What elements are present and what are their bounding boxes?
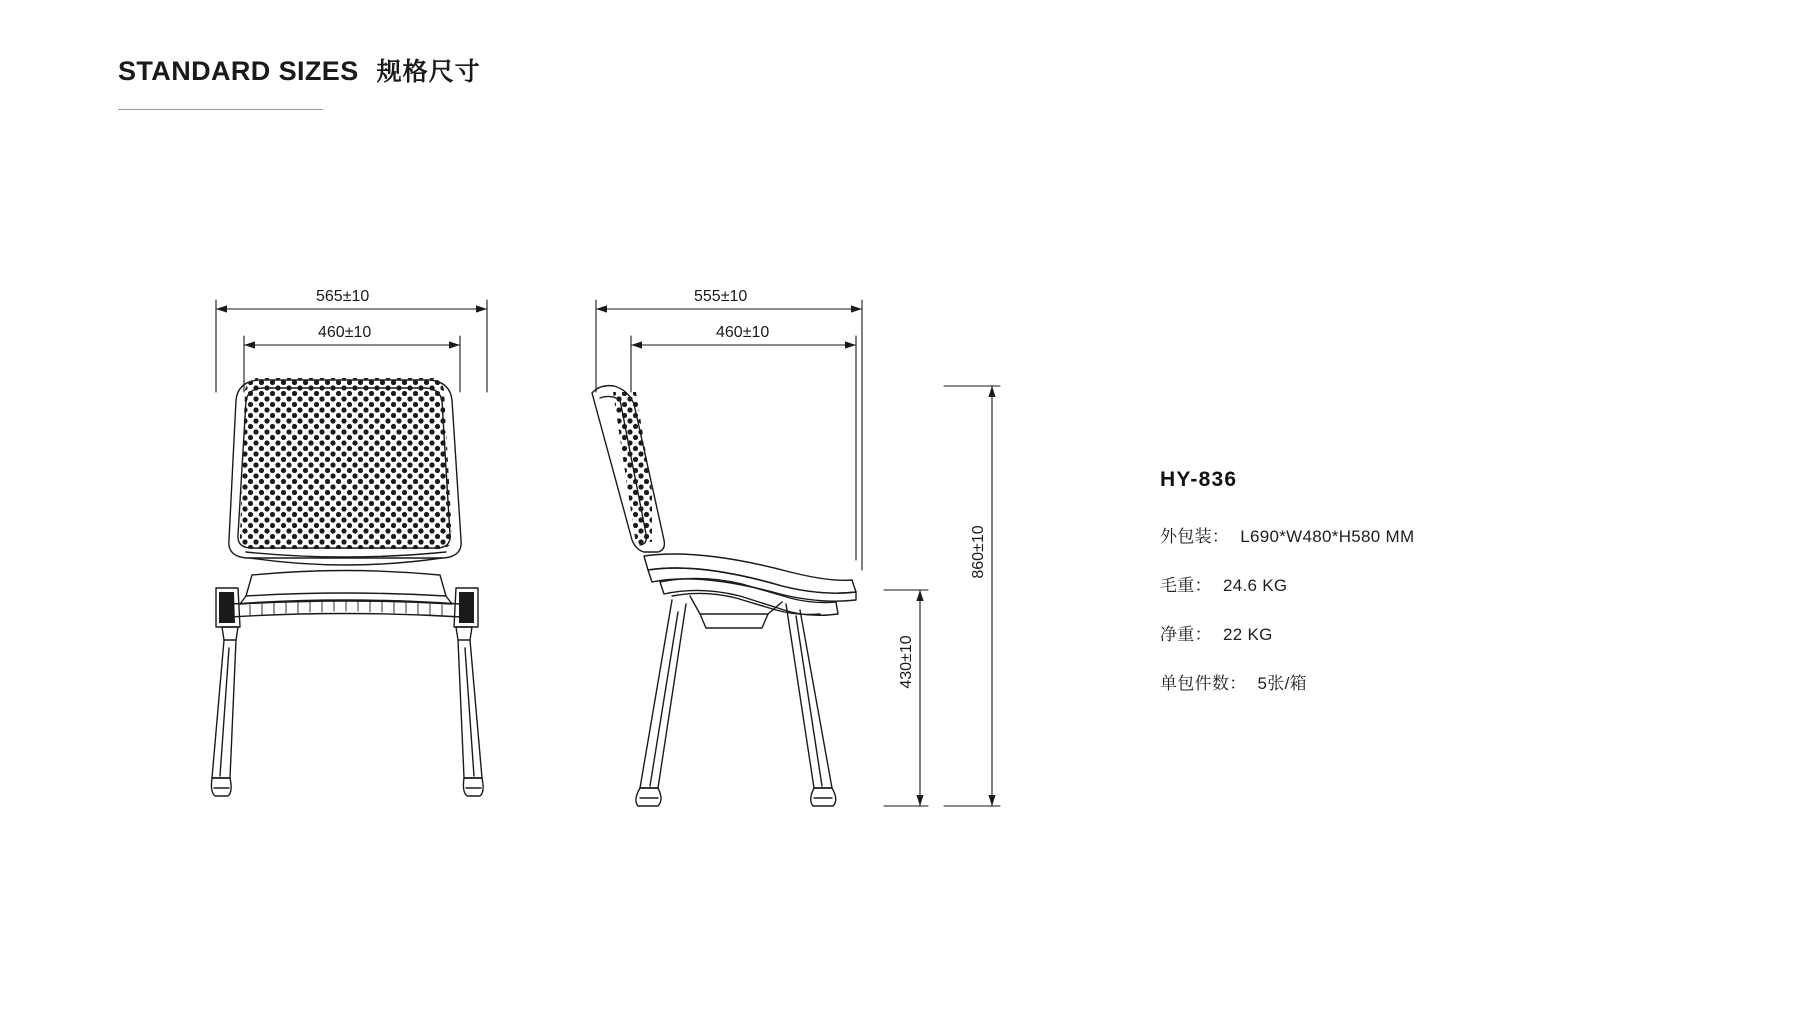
spec-label-pieces-per-package: 单包件数： — [1160, 674, 1247, 693]
spec-value-net-weight: 22 KG — [1222, 625, 1273, 644]
product-model: HY-836 — [1160, 468, 1238, 491]
spec-row-gross-weight — [1160, 571, 1580, 596]
front-view-chair — [211, 300, 487, 796]
spec-value-gross-weight: 24.6 KG — [1222, 576, 1288, 595]
side-seat-height-dimension — [884, 590, 928, 806]
spec-label-gross-weight: 毛重： — [1160, 576, 1212, 595]
spec-row-net-weight — [1160, 620, 1580, 645]
side-overall-depth-label: 555±10 — [694, 288, 748, 305]
side-seat-height-label: 430±10 — [898, 635, 915, 689]
spec-row-packaging — [1160, 522, 1580, 547]
spec-label-packaging: 外包装： — [1160, 527, 1230, 546]
side-view-chair — [592, 300, 1000, 806]
side-total-height-label: 860±10 — [970, 525, 987, 579]
spec-value-pieces-per-package: 5张/箱 — [1257, 674, 1307, 693]
front-overall-width-label: 565±10 — [316, 288, 370, 305]
page-title-en: STANDARD SIZES — [118, 56, 359, 86]
spec-row-pieces-per-package — [1160, 669, 1580, 694]
side-total-height-dimension — [944, 386, 1000, 806]
spec-value-packaging: L690*W480*H580 MM — [1240, 527, 1415, 546]
page-title-cn: 规格尺寸 — [376, 58, 481, 86]
side-seat-depth-label: 460±10 — [716, 324, 770, 341]
front-seat-width-label: 460±10 — [318, 324, 372, 341]
side-seat-depth-dimension — [631, 336, 856, 560]
spec-panel — [1160, 468, 1580, 718]
spec-label-net-weight: 净重： — [1160, 625, 1212, 644]
